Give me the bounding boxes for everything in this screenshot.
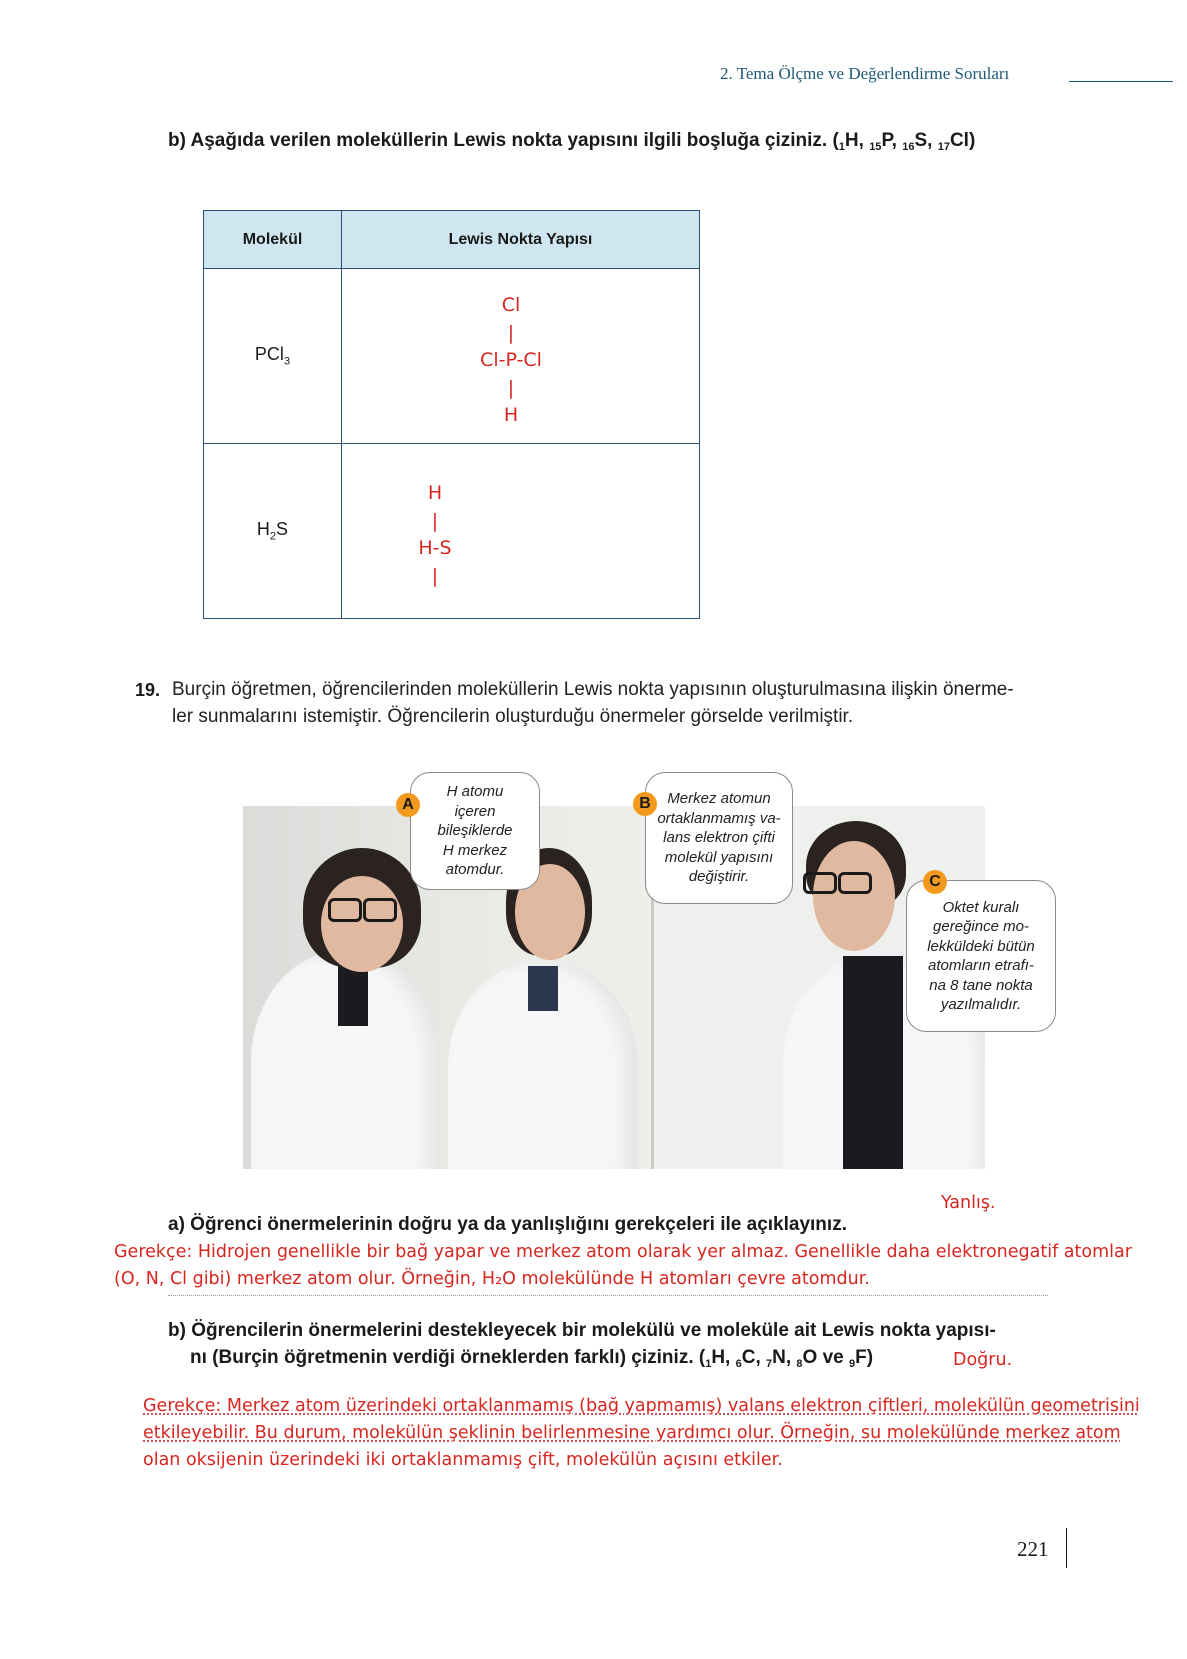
answer-b-line-3[interactable]: olan oksijenin üzerindeki iki ortaklanmamış çift, molekülün açısını etkiler.: [143, 1450, 783, 1470]
verdict-a: Yanlış.: [941, 1193, 996, 1213]
atomic-number: 7: [766, 1358, 773, 1370]
badge-c: C: [923, 870, 947, 894]
atomic-number: 17: [937, 141, 950, 153]
table-header-row: [204, 211, 700, 269]
lewis-cell[interactable]: [342, 269, 700, 444]
bubble-text: H atomu içeren bileşiklerde H merkez atomdur.: [437, 783, 513, 879]
answer-b-line-1[interactable]: Gerekçe: Merkez atom üzerindeki ortaklanmamış (bağ yapmamış) valans elektron çiftleri, molekülün geometrisini: [143, 1396, 1140, 1416]
part-b-question: [168, 130, 975, 153]
question-text-line: Burçin öğretmen, öğrencilerinden moleküllerin Lewis nokta yapısının oluşturulmasına ilişkin önerme-: [172, 679, 1014, 700]
atomic-number: 6: [735, 1358, 742, 1370]
molecule-formula: H: [256, 519, 270, 540]
atom-symbol: N,: [772, 1347, 797, 1368]
molecule-cell: [204, 444, 342, 619]
formula-subscript: 3: [283, 355, 291, 368]
page-number: 221: [1017, 1537, 1049, 1561]
badge-b: B: [633, 792, 657, 816]
atomic-number: 15: [869, 141, 882, 153]
atom-symbol: H,: [844, 130, 870, 151]
students-photo: [243, 806, 985, 1169]
handwritten-lewis-h2s: H | H-S |: [418, 482, 452, 587]
table-row: [204, 444, 700, 619]
handwritten-lewis-pcl3: Cl | Cl-P-Cl | H: [480, 294, 542, 426]
atom-symbol: P,: [881, 130, 903, 151]
header-lewis: Lewis Nokta Yapısı: [342, 211, 700, 269]
answer-a-line-1[interactable]: Gerekçe: Hidrojen genellikle bir bağ yapar ve merkez atom olarak yer almaz. Genellikle daha elektronegatif atomlar: [114, 1242, 1132, 1262]
badge-a: A: [396, 793, 420, 817]
atomic-number: 9: [849, 1358, 856, 1370]
page-number-bar: [1066, 1528, 1067, 1568]
lewis-table: [203, 210, 700, 619]
speech-bubble-b: [645, 772, 793, 904]
molecule-formula-rest: S: [276, 519, 289, 540]
atomic-number: 16: [902, 141, 915, 153]
speech-bubble-c: [906, 880, 1056, 1032]
bubble-text: Oktet kuralı gereğince mo- lekküldeki bütün atomların etrafı- na 8 tane nokta yazılmalıdır.: [927, 898, 1035, 1013]
verdict-b: Doğru.: [953, 1350, 1013, 1370]
part-b2-question-line-2: [190, 1347, 873, 1370]
header-molecule: Molekül: [204, 211, 342, 269]
answer-dotted-line: [168, 1295, 1048, 1296]
atom-symbol: Cl): [949, 130, 976, 151]
speech-bubble-a: [410, 772, 540, 890]
answer-a-line-2[interactable]: (O, N, Cl gibi) merkez atom olur. Örneğin, H₂O molekülünde H atomları çevre atomdur.: [114, 1269, 870, 1289]
part-b2-question-line-1: b) Öğrencilerin önermelerini destekleyecek bir molekülü ve moleküle ait Lewis nokta yapısı-: [168, 1320, 996, 1341]
formula-subscript: 2: [269, 530, 277, 543]
atomic-number: 1: [705, 1358, 712, 1370]
question-number: 19.: [135, 680, 161, 700]
answer-b-line-2[interactable]: etkileyebilir. Bu durum, molekülün şeklinin belirlenmesine yardımcı olur. Örneğin, su molekülünde merkez atom: [143, 1423, 1121, 1443]
table-row: [204, 269, 700, 444]
atom-symbol: H,: [711, 1347, 736, 1368]
part-b2-question-text: nı (Burçin öğretmenin verdiği örneklerden farklı) çiziniz. (: [190, 1347, 706, 1368]
part-a-question: a) Öğrenci önermelerinin doğru ya da yanlışlığını gerekçeleri ile açıklayınız.: [168, 1214, 847, 1235]
atomic-number: 8: [796, 1358, 803, 1370]
lewis-cell[interactable]: [342, 444, 700, 619]
molecule-cell: [204, 269, 342, 444]
part-b-question-text: b) Aşağıda verilen moleküllerin Lewis nokta yapısını ilgili boşluğa çiziniz. (: [168, 130, 839, 151]
header-rule: [1069, 81, 1173, 82]
atom-symbol: S,: [914, 130, 938, 151]
atom-symbol: F): [855, 1347, 874, 1368]
atomic-number: 1: [838, 141, 845, 153]
atom-symbol: O ve: [802, 1347, 850, 1368]
bubble-text: Merkez atomun ortaklanmamış va- lans elektron çifti molekül yapısını değiştirir.: [657, 790, 781, 886]
chapter-title: 2. Tema Ölçme ve Değerlendirme Soruları: [720, 64, 1010, 83]
question-text-line: ler sunmalarını istemiştir. Öğrencilerin oluşturduğu önermeler görselde verilmiştir.: [172, 706, 854, 727]
molecule-formula: PCl: [254, 344, 284, 365]
atom-symbol: C,: [741, 1347, 767, 1368]
